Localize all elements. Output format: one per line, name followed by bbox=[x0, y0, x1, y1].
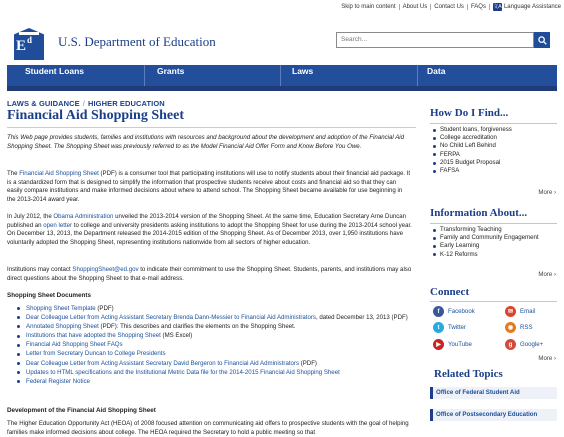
list-item: Institutions that have adopted the Shopping Sheet (MS Excel) bbox=[17, 331, 412, 340]
nav-data[interactable]: Data bbox=[427, 66, 446, 76]
about-link[interactable]: About Us bbox=[400, 4, 432, 10]
youtube-icon: ▶ bbox=[433, 339, 444, 350]
breadcrumb-higher-education[interactable]: HIGHER EDUCATION bbox=[87, 99, 165, 108]
nav-grants[interactable]: Grants bbox=[157, 66, 185, 76]
list-item[interactable]: Family and Community Engagement bbox=[430, 234, 557, 242]
shopping-sheet-email-link[interactable]: ShoppingSheet@ed.gov bbox=[72, 266, 139, 273]
paragraph-1: The Financial Aid Shopping Sheet (PDF) is a consumer tool that participating institutions will use to notify students about their financial aid package. It is a standardized form that is designed to simplify the information that prospective students receive about costs and financial aid so that they can easily compare institutions and make informed decisions about where to attend school. The Shopping Sheet became available for use beginning in the 2013-2014 award year. bbox=[7, 170, 411, 203]
main-nav bbox=[7, 65, 557, 91]
connect-heading: Connect bbox=[430, 286, 470, 298]
faqs-link[interactable]: FAQs bbox=[468, 4, 490, 10]
obama-administration-link[interactable]: Obama Administration bbox=[53, 213, 114, 220]
email-link[interactable]: ✉ Email bbox=[505, 306, 535, 317]
intro-paragraph: This Web page provides students, families and institutions with resources and background about the development and adoption of the Financial Aid Shopping Sheet. The Shopping Sheet was previously referred to as the Model Financial Aid Offer Form and Know Before You Owe. bbox=[7, 134, 405, 150]
site-title[interactable]: U.S. Department of Education bbox=[58, 34, 216, 49]
docs-list bbox=[17, 304, 412, 386]
list-item[interactable]: No Child Left Behind bbox=[430, 142, 557, 150]
related-topics-heading: Related Topics bbox=[434, 368, 503, 380]
twitter-link[interactable]: t Twitter bbox=[433, 322, 466, 333]
info-list bbox=[430, 226, 557, 259]
site-header: E d U.S. Department of Education Search... bbox=[0, 13, 564, 65]
language-assistance[interactable] bbox=[490, 3, 564, 11]
docs-heading: Shopping Sheet Documents bbox=[7, 292, 91, 299]
doc-link[interactable]: Dear Colleague Letter from Acting Assistant Secretary David Bergeron to Financial Aid Administrators bbox=[26, 359, 299, 367]
information-about-heading: Information About... bbox=[430, 207, 528, 219]
title-divider bbox=[7, 127, 416, 128]
breadcrumb: LAWS & GUIDANCE / HIGHER EDUCATION bbox=[7, 99, 165, 108]
connect-more-link[interactable]: More › bbox=[538, 355, 556, 362]
doc-link[interactable]: Annotated Shopping Sheet bbox=[26, 323, 99, 331]
list-item: Shopping Sheet Template (PDF) bbox=[17, 304, 412, 313]
development-paragraph: The Higher Education Opportunity Act (HEOA) of 2008 focused attention on communicating aid offers to prospective students with the goal of helping families make informed decisions about college. The HEOA required the Secretary to hold a public meeting so that bbox=[7, 420, 409, 436]
list-item[interactable]: K-12 Reforms bbox=[430, 251, 557, 259]
doc-link[interactable]: Institutions that have adopted the Shopping Sheet bbox=[26, 332, 161, 340]
email-icon: ✉ bbox=[505, 306, 516, 317]
list-item[interactable]: FERPA bbox=[430, 151, 557, 159]
list-item bbox=[17, 349, 412, 358]
list-item[interactable]: Early Learning bbox=[430, 242, 557, 250]
list-item: Annotated Shopping Sheet (PDF): This describes and clarifies the elements on the Shopping Sheet. bbox=[17, 322, 412, 331]
list-item[interactable]: 2015 Budget Proposal bbox=[430, 159, 557, 167]
page-title: Financial Aid Shopping Sheet bbox=[7, 108, 185, 123]
related-fsa-link[interactable]: Office of Federal Student Aid bbox=[430, 387, 557, 399]
rss-link[interactable]: ◉ RSS bbox=[505, 322, 533, 333]
find-more-link[interactable]: More › bbox=[538, 189, 556, 196]
how-do-i-find-heading: How Do I Find... bbox=[430, 107, 509, 119]
list-item bbox=[17, 340, 412, 349]
shopping-sheet-link[interactable]: Financial Aid Shopping Sheet bbox=[19, 170, 99, 177]
open-letter-link[interactable]: open letter bbox=[43, 221, 73, 229]
doc-link[interactable]: Updates to HTML specifications and the Institutional Metric Data file for the 2014-2015 Financial Aid Shopping Sheet bbox=[26, 368, 340, 376]
language-label: Language Assistance bbox=[503, 3, 561, 10]
youtube-link[interactable]: ▶ YouTube bbox=[433, 339, 472, 350]
twitter-icon: t bbox=[433, 322, 444, 333]
related-ope-link[interactable]: Office of Postsecondary Education bbox=[430, 409, 557, 421]
list-item: Dear Colleague Letter from Acting Assistant Secretary Brenda Dann-Messier to Financial Aid Administrators, dated December 13, 2013 (PDF) bbox=[17, 313, 412, 322]
search-icon bbox=[538, 36, 547, 45]
utility-bar bbox=[338, 0, 564, 13]
paragraph-3: Institutions may contact ShoppingSheet@ed.gov to indicate their commitment to use the Shopping Sheet. Students, parents, and institutions may also direct questions about the Shopping Sheet to that e-mail address. bbox=[7, 266, 412, 282]
info-more-link[interactable]: More › bbox=[538, 271, 556, 278]
paragraph-2: In July 2012, the Obama Administration unveiled the 2013-2014 version of the Shopping Sheet. At the same time, Education Secretary Arne Duncan published an open letter to college and university presidents asking institutions to adopt the Shopping Sheet for use during the 2013-2014 school year. On December 13, 2013, the Department released the 2014-2015 edition of the Shopping Sheet. As of December 2013, over 1,950 institutions have voluntarily adopted the Shopping Sheet, representing institutions nationwide from all sectors of higher education. bbox=[7, 213, 412, 246]
search-button[interactable] bbox=[534, 32, 550, 48]
google-plus-link[interactable]: g Google+ bbox=[505, 339, 543, 350]
list-item[interactable]: Student loans, forgiveness bbox=[430, 126, 557, 134]
breadcrumb-laws-guidance[interactable]: LAWS & GUIDANCE bbox=[7, 99, 80, 108]
facebook-icon: f bbox=[433, 306, 444, 317]
doc-link[interactable]: Shopping Sheet Template bbox=[26, 305, 96, 312]
nav-laws[interactable]: Laws bbox=[292, 66, 314, 76]
list-item bbox=[17, 368, 412, 377]
doc-link[interactable]: Dear Colleague Letter from Acting Assistant Secretary Brenda Dann-Messier to Financial Aid Administrators bbox=[26, 314, 316, 322]
rss-icon: ◉ bbox=[505, 322, 516, 333]
find-list bbox=[430, 126, 557, 175]
doc-link[interactable]: Letter from Secretary Duncan to College Presidents bbox=[26, 350, 166, 358]
skip-link[interactable]: Skip to main content bbox=[338, 4, 399, 10]
list-item: Dear Colleague Letter from Acting Assistant Secretary David Bergeron to Financial Aid Administrators (PDF) bbox=[17, 359, 412, 368]
contact-link[interactable]: Contact Us bbox=[431, 4, 468, 10]
google-plus-icon: g bbox=[505, 339, 516, 350]
list-item[interactable]: FAFSA bbox=[430, 167, 557, 175]
development-heading: Development of the Financial Aid Shopping Sheet bbox=[7, 407, 156, 414]
nav-student-loans[interactable]: Student Loans bbox=[25, 66, 85, 76]
doc-link[interactable]: Federal Register Notice bbox=[26, 377, 91, 385]
doc-link[interactable]: Financial Aid Shopping Sheet FAQs bbox=[26, 341, 123, 349]
search-input[interactable]: Search... bbox=[336, 32, 534, 48]
facebook-link[interactable]: f Facebook bbox=[433, 306, 475, 317]
list-item[interactable]: Transforming Teaching bbox=[430, 226, 557, 234]
language-icon: 文A bbox=[493, 3, 502, 10]
list-item bbox=[17, 377, 412, 386]
list-item[interactable]: College accreditation bbox=[430, 134, 557, 142]
